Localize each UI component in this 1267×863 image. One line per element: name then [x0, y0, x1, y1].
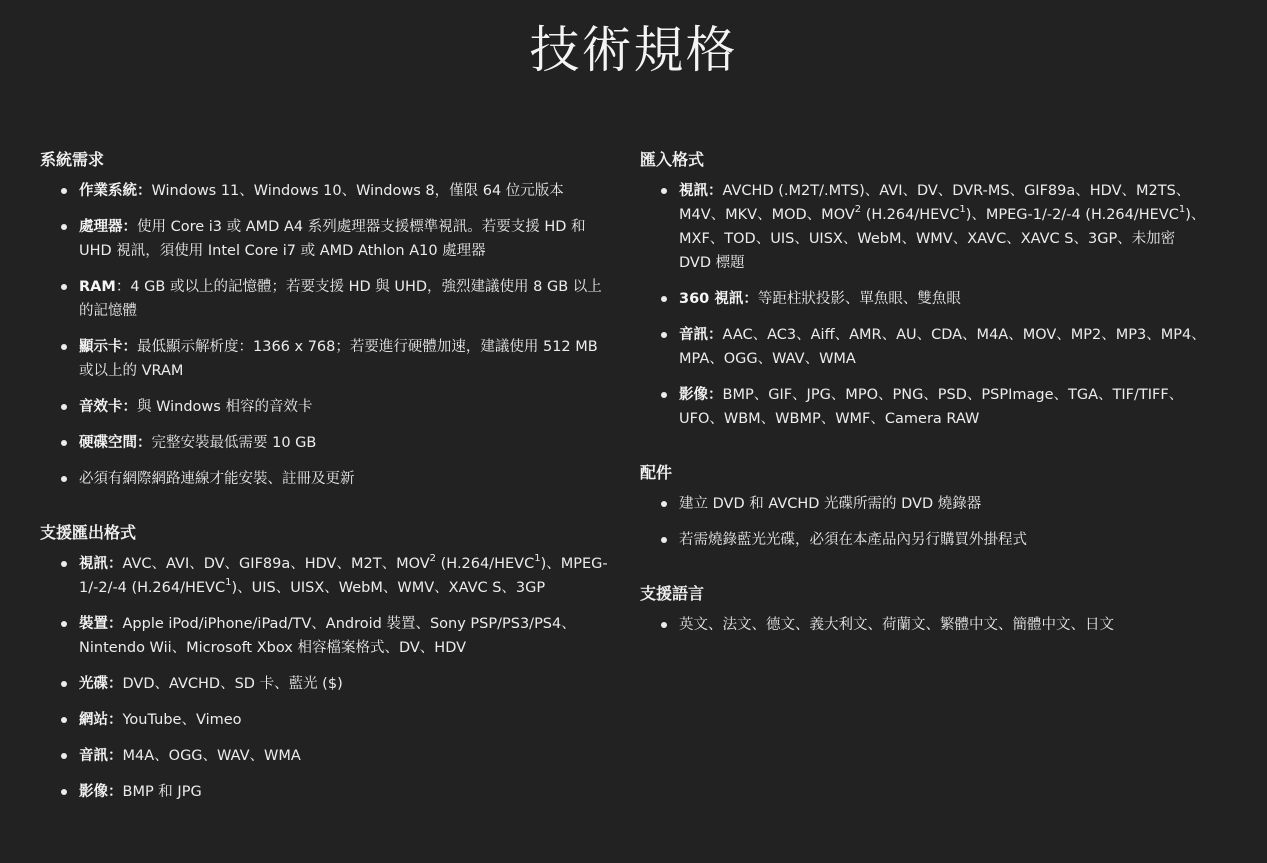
- page-title: 技術規格: [529, 21, 738, 79]
- languages-list: [640, 613, 1210, 637]
- list-item-images: 影像：BMP、GIF、JPG、MPO、PNG、PSD、PSPImage、TGA、TIF/TIFF、UFO、WBM、WBMP、WMF、Camera RAW: [640, 383, 1210, 431]
- section-heading: 配件: [640, 463, 673, 482]
- list-item-video: 視訊：AVCHD (.M2T/.MTS)、AVI、DV、DVR-MS、GIF89a、HDV、M2TS、M4V、MKV、MOD、MOV$^2$ (H.264/HEVC$^1$)、MPEG-1/-2/-4 (H.264/HEVC$^1$)、MXF、TOD、UIS、UISX、WebM、WMV、XAVC、XAVC S、3GP、未加密 DVD 標題: [640, 179, 1210, 275]
- section-heading: 支援匯出格式: [40, 523, 137, 542]
- section-heading: 匯入格式: [640, 150, 705, 169]
- export-formats-section: [40, 521, 610, 804]
- list-item-websites: 網站：YouTube、Vimeo: [40, 708, 610, 732]
- list-item-devices: 裝置：Apple iPod/iPhone/iPad/TV、Android 裝置、Sony PSP/PS3/PS4、Nintendo Wii、Microsoft Xbox 相容檔案格式、DV、HDV: [40, 612, 610, 660]
- left-column: [40, 148, 610, 834]
- list-item-ram: RAM：4 GB 或以上的記憶體；若要支援 HD 與 UHD，強烈建議使用 8 GB 以上的記憶體: [40, 275, 610, 323]
- list-item-disk: 硬碟空間：完整安裝最低需要 10 GB: [40, 431, 610, 455]
- import-formats-list: [640, 179, 1210, 431]
- languages-section: [640, 582, 1210, 637]
- right-column: [640, 148, 1210, 667]
- section-heading: 支援語言: [640, 584, 705, 603]
- system-requirements-list: [40, 179, 610, 491]
- list-item-360-video: 360 視訊：等距柱狀投影、單魚眼、雙魚眼: [640, 287, 1210, 311]
- system-requirements-section: [40, 148, 610, 491]
- list-item-discs: 光碟：DVD、AVCHD、SD 卡、藍光 ($): [40, 672, 610, 696]
- list-item: 英文、法文、德文、義大利文、荷蘭文、繁體中文、簡體中文、日文: [640, 613, 1210, 637]
- list-item-os: 作業系統：Windows 11、Windows 10、Windows 8，僅限 64 位元版本: [40, 179, 610, 203]
- list-item-images: 影像：BMP 和 JPG: [40, 780, 610, 804]
- list-item-audio: 音訊：M4A、OGG、WAV、WMA: [40, 744, 610, 768]
- list-item-video: 視訊：AVC、AVI、DV、GIF89a、HDV、M2T、MOV$^2$ (H.264/HEVC$^1$)、MPEG-1/-2/-4 (H.264/HEVC$^1$)、UIS、UISX、WebM、WMV、XAVC S、3GP: [40, 552, 610, 600]
- section-heading: 系統需求: [40, 150, 105, 169]
- list-item-audio: 音訊：AAC、AC3、Aiff、AMR、AU、CDA、M4A、MOV、MP2、MP3、MP4、MPA、OGG、WAV、WMA: [640, 323, 1210, 371]
- list-item-internet: 必須有網際網路連線才能安裝、註冊及更新: [40, 467, 610, 491]
- list-item-processor: 處理器：使用 Core i3 或 AMD A4 系列處理器支援標準視訊。若要支援 HD 和 UHD 視訊，須使用 Intel Core i7 或 AMD Athlon A10 處理器: [40, 215, 610, 263]
- list-item: 若需燒錄藍光光碟，必須在本產品內另行購買外掛程式: [640, 528, 1210, 552]
- list-item-graphics: 顯示卡：最低顯示解析度：1366 x 768；若要進行硬體加速，建議使用 512 MB 或以上的 VRAM: [40, 335, 610, 383]
- export-formats-list: [40, 552, 610, 804]
- import-formats-section: [640, 148, 1210, 431]
- list-item-sound: 音效卡：與 Windows 相容的音效卡: [40, 395, 610, 419]
- accessories-list: [640, 492, 1210, 552]
- list-item: 建立 DVD 和 AVCHD 光碟所需的 DVD 燒錄器: [640, 492, 1210, 516]
- accessories-section: [640, 461, 1210, 552]
